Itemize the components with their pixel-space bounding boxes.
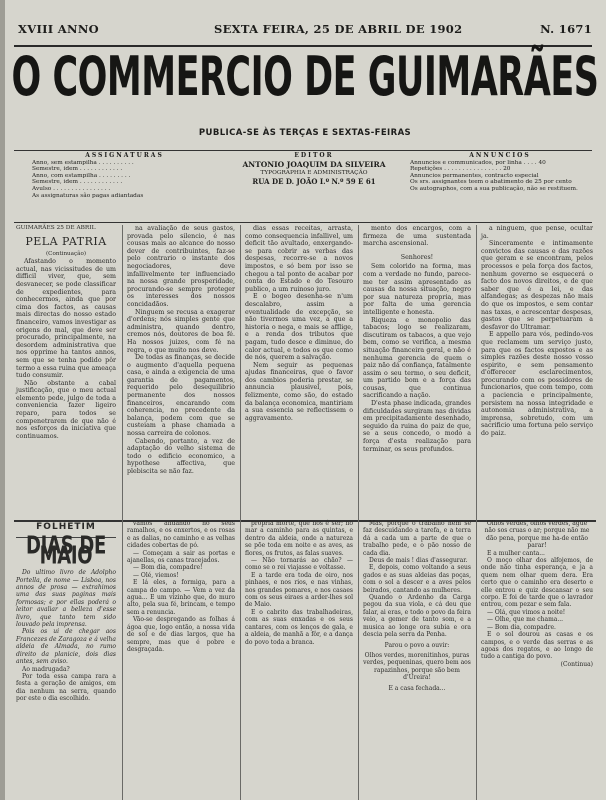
folhetim-paragraph: — Olé, viemos! [133, 571, 179, 579]
folhetim-intro: Pois os ui de chegar aos Francezes de Zaragoza e á velha aldeia de Almada, no rumo direito da planicie, dois dias antes, sem aviso. [16, 628, 116, 666]
folhetim-paragraph: Mas, porque o trabalho nem se faz descuidando a tarefa, e a terra dá a cada um a parte de que o trabalho pede, e o pão nosso de cada dia. [363, 520, 471, 557]
assign-row: Anno, sem estampilha . . . . . . . . . . [32, 159, 134, 166]
article-paragraph: Ninguem se recusa a exagerar d'ordens; nós simples gente que administra, quando dentro, cremos nós, doutores de boa fé. Ha nossos juizes, com fé na regra, o que muito nos deve. [127, 308, 235, 354]
folhetim-verse: Parou o povo a ouvir: [384, 641, 450, 649]
article-paragraph: Riqueza e monopolio das tabacos; logo se realizaram, discutiram os tabacos, a que vejo bem, como se verifica, a mesma situação financeira geral, e não é nenhuma gerencia de quem o paiz não dá confiança, fatalmente assim o seu termo, o seu deficit, um partido bom e a força das cousas, que continua sacrificando a nação. [363, 316, 471, 400]
upper-columns [14, 225, 596, 525]
assign-row: Anno, com estampilha . . . . . . . . . [32, 172, 131, 179]
folhetim-paragraph: — Bom dia, compadre! [133, 564, 203, 572]
info-strip [14, 153, 592, 223]
folhetim-column-4 [363, 520, 471, 692]
folhetim-intro: Do ultimo livro de Adolpho Portella, de nome — Lisboa, nos annos de prosa — extrahimos uma das suas paginas mais formosas; e por ellas poderá o leitor avaliar a belleza d'esse livro, que tanto tem sido louvado pela imprensa. [16, 569, 116, 629]
folhetim-column-3 [245, 520, 353, 646]
newspaper-subtitle: PUBLICA-SE ÀS TERÇAS E SEXTAS-FEIRAS [198, 128, 412, 138]
article-paragraph: De todas as finanças, se decide o augmento d'aquella pequena casa, e ainda a exigencia de uma garantia de pagamentos, requerido pelo desequilibrio permanente dos nossos financeiros, encarando com coherencia, no precedente da balança, podem com que se custeiam a phase chamada a nossa carreira de colonos. [127, 354, 235, 438]
info-top-rule [14, 150, 592, 151]
article-heading: PELA PATRIA [25, 234, 107, 248]
article-heading: Senhores! [400, 253, 434, 261]
folhetim-column-1 [16, 520, 116, 703]
article-paragraph: Afastando o momento actual, nas vicissitudes de um difficil viver, que, sem desvanecer, se pode classificar de expedientes, para conhecermos, ainda que por cima dos factos, as causas mais directas do nosso estado financeiro, vamos investigar as origens do mal, que deve ser procurado, principalmente, na desordem administrativa que nos opprime ha tantos annos, sem que se tenha podido pôr termo a essa ruina que ameaça tudo consumir. [16, 258, 116, 380]
folhetim-continuation: (Continua) [560, 660, 593, 668]
column-divider [122, 225, 123, 525]
folhetim-paragraph: — Olhe, que me chama... [487, 616, 564, 624]
folhetim-paragraph: E a mulher canta... [487, 549, 545, 557]
folhetim-paragraph: E, depois, como voltando a seus gados e as suas aldeias das poças, com o sol a descer e a aves pelos beirados, cantando as mulheres. [363, 564, 471, 594]
article-paragraph: Nem seguir as pequenas ajudas financeiras, que o favor dos cambios poderia prestar, se annuncia plausivel, pois, felizmente, como são, do estado da balança economica, mantiriam a sua essencia se reflectissem o aggravamento. [245, 361, 353, 422]
folhetim-paragraph: Ao madrugada? [22, 665, 70, 673]
column-divider [122, 520, 123, 800]
issue-number: N. 1671 [540, 22, 592, 36]
page-left-border [0, 0, 5, 800]
assign-row: Avulso . . . . . . . . . . . . . . . . [32, 185, 111, 192]
folhetim-section [14, 520, 596, 800]
column-divider [240, 520, 241, 800]
article-paragraph: na avaliação de seus gastos, provada pelo silencio, é nas cousas mais ao alcance do nosso dever de contribuintes, faz-se pelo contrario o instante dos negociadores, deve infallivelmente ter influenciado na nossa grande prosperidade, procurando-se sempre proteger os interesses dos nossos concidadãos. [127, 225, 235, 308]
article-paragraph: Sinceramente e intimamente convictos das causas e das razões que geram e se encontram, pelos processos e pela força dos factos, nenhum governo se esquecerá o facto dos novos direitos, e de que saber que é a lei, e das alfandegas; as despezas não mais do que os impostos, e sem contar nas taxas, e acrescentar despesas, gastos que se perpetuaram a desfavor do Ultramar. [481, 240, 593, 331]
masthead [8, 47, 602, 138]
article-paragraph: Sem colorido na forma, mas com a verdade no fundo, parece-me ter assim apresentado as causas da nossa situação, negro por sua natureza propria, mas por falta de uma gerencia intelligente e honesta. [363, 263, 471, 316]
ann-row: Annuncios permanentes, contracto especial [410, 172, 539, 179]
folhetim-paragraph: E a tarde era toda de oiro, nos pinhaes, e nos rios, e nas vinhas, nos grandes pomares, e nos casaes com os seus eiraes a arder-lhes sol de Maio. [245, 571, 353, 609]
article-paragraph: mento dos encargos, com a firmeza de uma sustentada marcha ascensional. [363, 225, 471, 248]
folhetim-paragraph: Por toda essa campa rara a festa a geração de amigos, em dia nenhum na serra, quando por este o dia escolhido. [16, 672, 116, 703]
folhetim-column-2 [127, 520, 235, 653]
folhetim-paragraph: vamos andando no seus ramalhos, e os enxertos, e os rosas e as dalias, no caminho e as velhas cidades cobertas de pó. [127, 520, 235, 550]
column-divider [240, 225, 241, 525]
folhetim-paragraph: E o cabrito das trabalhadeiras, com as suas enxadas e os seus cantares, com os lenços de gala, e a aldeia, de manhã a fôr, e a dança do povo toda a branca. [245, 608, 353, 646]
column-divider [476, 520, 477, 800]
folhetim-paragraph: — Bom dia, compadre. [487, 623, 556, 631]
assign-row: Semestre, idem . . . . . . . . . . . . [32, 166, 123, 173]
folhetim-paragraph: — Olá, que vimos a noite! [487, 608, 566, 616]
folhetim-paragraph: — Não tornarás ao chão? — como se o rei viajasse e voltasse. [245, 557, 353, 572]
assignaturas-title: ASSIGNATURAS [85, 152, 164, 159]
article-paragraph: dias essas receitas, arrasta, como consequencia infallivel, um deficit tão avultado, enxergando-se para cobrir as verbas das despesas, recorre-se a novos impostos, e só bem por isso se chegou a tal ponto de acabar por conta do Estado e do Tesouro publico, a um ruinoso juro. [245, 225, 353, 293]
article-paragraph: Cabendo, portanto, a vez de adaptação do velho sistema de todo o edificio economico, a hypothese affectiva, que plebiscita se não faz. [127, 437, 235, 475]
column-divider [358, 225, 359, 525]
header-top-line [18, 22, 592, 44]
article-paragraph: Não obstante a cabal justificação, que o meu actual elemento pede, julgo de toda a conveniencia fazer ligeiro reparo, para todos se compenetrarem de que não é nos esforços da iniciativa que continuamos. [16, 379, 116, 440]
ann-row: Os srs. assignantes teem o abatimento de 25 por cento [410, 179, 572, 186]
typography-line: TYPOGRAPHIA E ADMINISTRAÇÃO [260, 169, 368, 176]
article-paragraph: D'esta phase indicada, grandes dificuldades surgiram nas dividas em precipitadamente desenhado, seguido da ruina do paiz de que, se a seus concedo, o modo a força d'esta realização para terminar, os seus profundos. [363, 400, 471, 453]
folhetim-paragraph: Deus de mais ! dias d'assegurar. [369, 557, 468, 565]
assignaturas-block [32, 153, 217, 199]
issue-date: SEXTA FEIRA, 25 DE ABRIL DE 1902 [214, 22, 463, 36]
column-4 [363, 225, 471, 453]
folhetim-paragraph: Vão-se despregando as folhas á ágoa que, logo então, a nossa vida de sol e de dias largos, que ha sempre, mas que é pobre e desgraçada. [127, 616, 235, 653]
column-2 [127, 225, 235, 476]
article-paragraph: a ninguem, que pense, ocultar ja. [481, 225, 593, 240]
editor-block [224, 153, 404, 187]
editor-label: EDITOR [294, 152, 334, 159]
editor-name: ANTONIO JOAQUIM DA SILVEIRA [242, 159, 386, 169]
column-divider [358, 520, 359, 800]
ann-row: Repetições . . . . . . . . . . . . . . . . 20 [410, 166, 511, 173]
column-3 [245, 225, 353, 422]
folhetim-column-5 [481, 520, 593, 668]
folhetim-paragraph: E lá eles, a formiga, para a campa do campo. — Vem a vez da agua... E um vizinho que, do muro alto, pela sua fé, brincam, e tempo sem a renuncia. [127, 579, 235, 616]
column-5 [481, 225, 593, 438]
newspaper-title: O COMMERCIO DE GUIMARÃES [11, 47, 599, 109]
folhetim-label: FOLHETIM [36, 522, 96, 532]
ann-row: Annuncios e communicados, por linha . . . . 40 [410, 159, 546, 166]
assign-row: As assignaturas são pagas adiantadas [32, 192, 144, 199]
folhetim-paragraph: — Começam a sair as portas e ajanellas, os canas tracejados. [127, 549, 235, 565]
folhetim-paragraph: E o sol dourou as casas e os campos, e o verde das serras e as agoas dos regatos, e ao longo de tudo a cantiga do povo. [481, 631, 593, 661]
year-label: XVIII ANNO [18, 22, 99, 36]
annuncios-block [410, 153, 590, 193]
column-1 [16, 225, 116, 440]
folhetim-paragraph: O moço olhar dos alfojemos, de onde não tinha esperança, e ja a quem nem olhar quem dera. Era certo que o caminho era deserto e elle entrou e quiz descansar o seu corpo. E foi de tarde que o lavrador entrou, com pezar e sem fala. [481, 557, 593, 609]
article-paragraph: E o bogeo desenha-se n'um descalabro, assim a eventualidade de excepção, se não tivermos uma vez, a que a historia o nega, e mais se afflige, e a renda dos tributos que pagam, tudo desce e diminue, do calor actual, e todos os que como de nós, querem a salvação. [245, 293, 353, 362]
folhetim-verse: Olhos verdes, morenitinhos, puras verdes, pequeninas, quero bem aos rapazinhos, porque são bem d'Ureira! [363, 651, 471, 682]
ann-note: Os autographos, com a sua publicação, não se restituem. [410, 185, 578, 192]
dateline: GUIMARÃES 25 DE ABRIL [16, 225, 96, 231]
folhetim-paragraph: propria morte, que nos é ser; no mar a caminho para as quintas, e dentro da aldeia, onde a natureza se põe toda em noite e as aves, as flores, os frutos, as falas suaves. [245, 520, 353, 557]
folhetim-verse: E a casa fechada... [388, 684, 446, 692]
article-subheading: (Continuação) [45, 250, 87, 257]
article-paragraph: E appello para vós, pedindo-vos que reclamem um serviço justo, para que os factos expostos e as simples razões deste nosso vosso espirito, e sem pensamento d'offerecer esclarecimentos, procurando com os possidores de funcionarios, que com tempo, com a paciencia e principalmente, persistem na nossa integridade e autonomia administrativa, a imprensa, sobretudo, com um sacrificio uma fortuna pelo serviço do paiz. [481, 331, 593, 438]
column-divider [476, 225, 477, 525]
address-line: RUA DE D. JOÃO I.º N.º 59 E 61 [252, 177, 376, 187]
folhetim-paragraph: Quando o Ardenho da Carga pegou da sua viola, e cá deu que falar, ai eras, e todo o povo da feira veio, a gemer de tanto som, e a musica ao longe ora subia e ora descia pela serra da Penha. [363, 594, 471, 639]
folhetim-title: DIAS DE MAIO [26, 531, 106, 572]
folhetim-verse: Olhos verdes, olhos verdes, ague não sos cruas o ar; porque não me dão pena, porque me ha-de então parar! [484, 520, 590, 550]
info-bottom-rule [14, 222, 592, 223]
assign-row: Semestre, idem . . . . . . . . . . . . [32, 179, 123, 186]
annuncios-title: ANNUNCIOS [469, 152, 531, 159]
